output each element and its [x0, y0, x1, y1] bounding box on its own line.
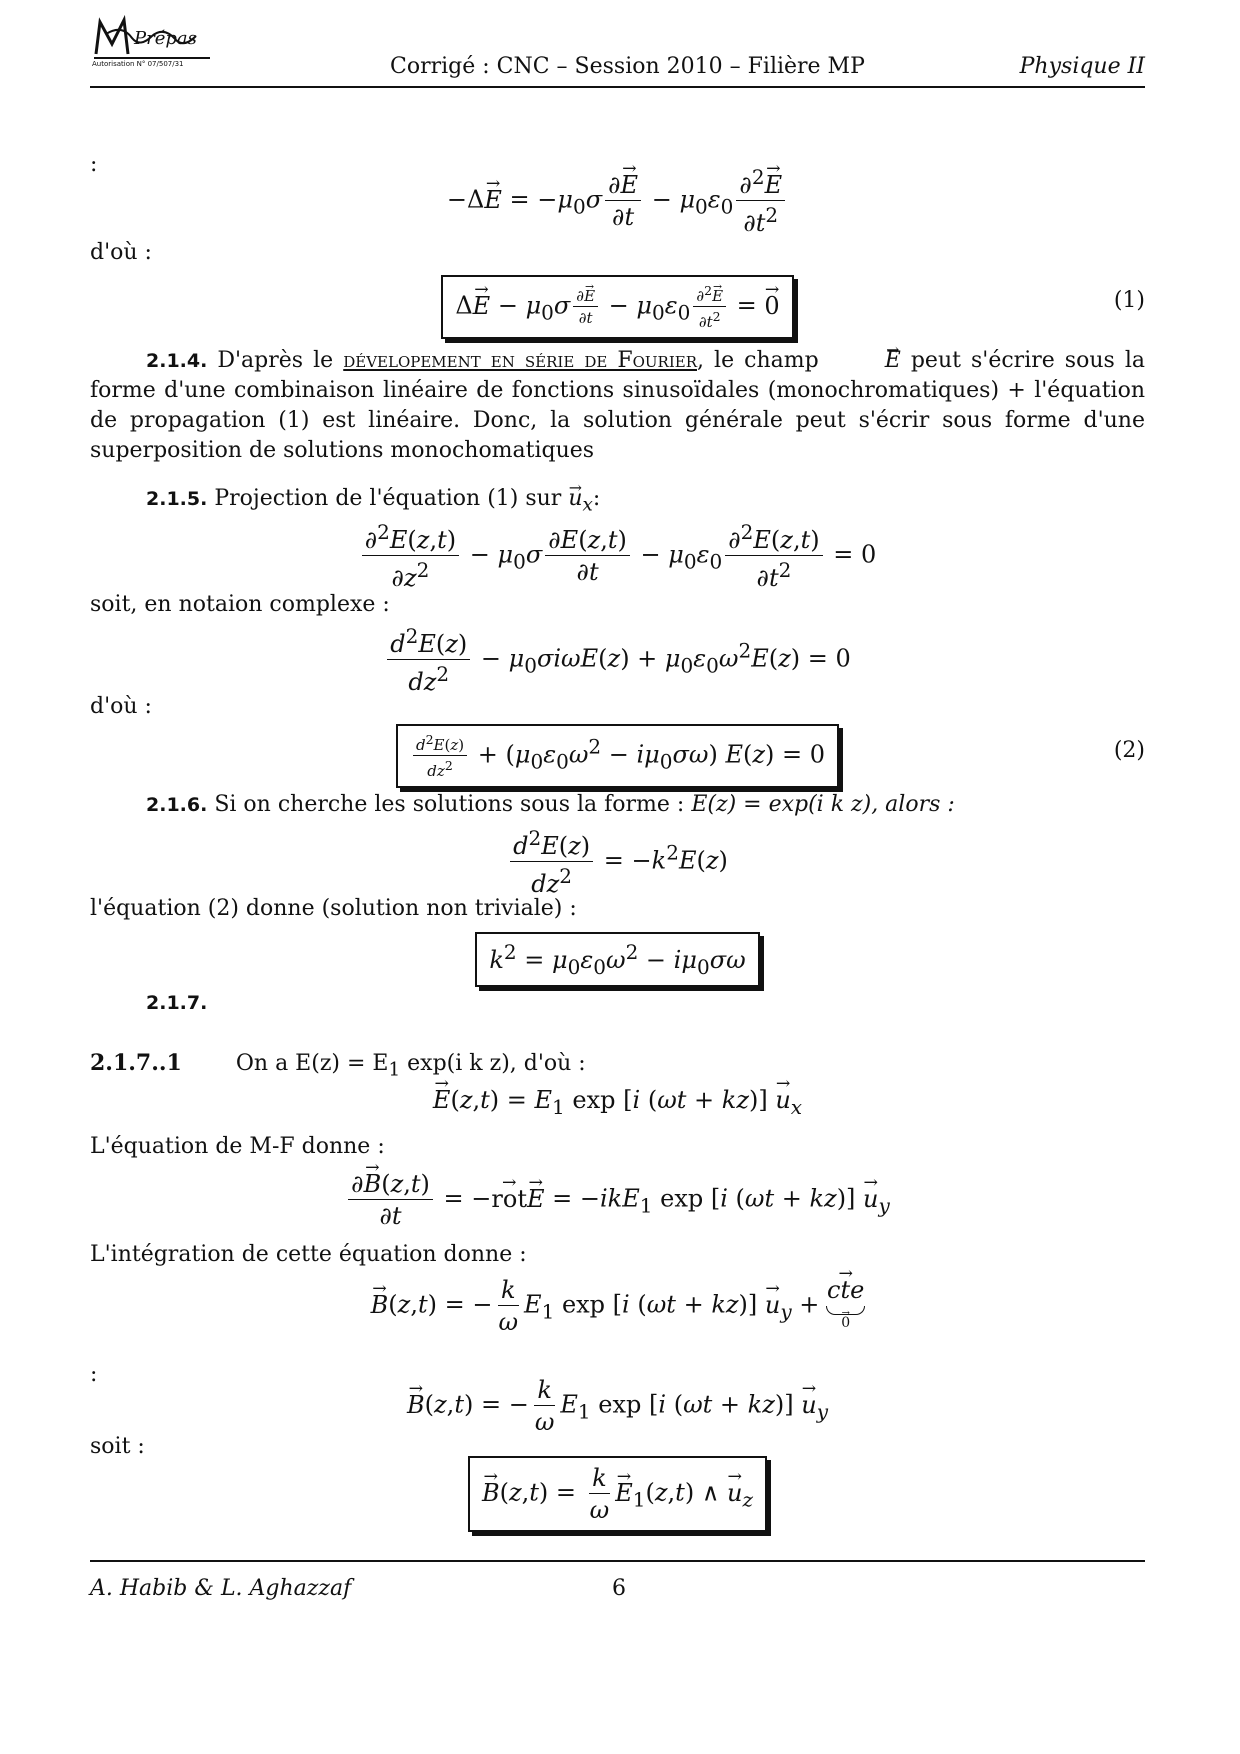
equation-B-integration: → B(z,t) = − $\frac{k}{\omega}$ $E_1$ exp [i $(\omega t + kz)] \to u_y$ + → cte → 0: [90, 1276, 1145, 1336]
section-2-1-4-post: , le champ: [697, 348, 819, 373]
header-logo: [92, 14, 212, 70]
section-2-1-7-1-text2: exp(i k z), d'où :: [407, 1051, 586, 1076]
equation-projection: $\frac{\partial^2E(z,t)}{\partial z^2}$ − $\mu_0\sigma$ $\frac{\partial E(z,t)}{\partial t}$ − $\mu_0\varepsilon_0$ $\frac{\partial^2E(z,t)}{\partial t^2}$ = 0: [90, 520, 1145, 592]
footer-page-number: 6: [612, 1576, 626, 1601]
equation-1-boxed: $\Delta\to E - \mu_0\sigma$ $\frac{\partial\to E}{\partial t}$ − $\mu_0\varepsilon_0$ $\frac{\partial^2\to E}{\partial t^2}$ = → 0: [90, 275, 1145, 339]
equation-second-derivative: $\frac{d^2E(z)}{dz^2}$ = $-k^2E(z)$: [90, 826, 1145, 898]
equation-laplacian: $-\Delta\to E = -\mu_0\sigma$ $\frac{\partial\to E}{\partial t}$ − $\mu_0\varepsilon_0$ $\frac{\partial^2\to E}{\partial t^2}$: [90, 165, 1145, 237]
section-2-1-4-pre: D'après le: [217, 348, 344, 373]
logo-subtext: Autorisation N° 07/507/31: [92, 60, 184, 68]
colon-2: :: [90, 1362, 98, 1387]
mf-text: L'équation de M-F donne :: [90, 1134, 385, 1159]
section-2-1-6-label: 2.1.6.: [146, 794, 208, 816]
section-2-1-7-1: 2.1.7..1 On a $E(z) = E_1$ exp(i k z), d'où :: [90, 1050, 586, 1081]
dou-1: d'où :: [90, 240, 152, 265]
header-title: Corrigé : CNC – Session 2010 – Filière MP: [390, 54, 865, 79]
footer-rule: [90, 1560, 1145, 1562]
colon-1: :: [90, 152, 98, 177]
equation-2-boxed: $\frac{d^2E(z)}{dz^2}$ + $(\mu_0\varepsilon_0\omega^2 - i\mu_0\sigma\omega) E(z) = 0$: [90, 724, 1145, 788]
dou-2: d'où :: [90, 694, 152, 719]
section-2-1-6-text: Si on cherche les solutions sous la forme :: [214, 792, 685, 817]
equation-2-gives: l'équation (2) donne (solution non triviale) :: [90, 896, 577, 921]
soit: soit :: [90, 1434, 145, 1459]
equation-maxwell-faraday: $\frac{\partial\to B(z,t)}{\partial t}$ = −→ rot→ E = −ikE$_1$ exp [i $(\omega t + kz)] \to u_y$: [90, 1170, 1145, 1230]
section-2-1-6: [146, 790, 955, 820]
equation-complex: $\frac{d^2E(z)}{dz^2}$ − $\mu_0\sigma i\omega E(z) + \mu_0\varepsilon_0\omega^2E(z) = 0$: [90, 624, 1145, 696]
fourier-link: dévelopement en série de Fourier: [343, 348, 697, 373]
equation-2-number: (2): [1113, 738, 1145, 763]
section-2-1-5: 2.1.5. Projection de l'équation (1) sur → $u_x$:: [146, 484, 600, 520]
svg-text:Prépas: Prépas: [134, 28, 197, 49]
section-2-1-5-label: 2.1.5.: [146, 488, 208, 510]
equation-B-field: → B(z,t) = − $\frac{k}{\omega}$ $E_1$ exp [i $(\omega t + kz)] \to u_y$: [90, 1376, 1145, 1436]
header-subject: Physique II: [1019, 54, 1145, 79]
equation-dispersion-boxed: $k^2 = \mu_0\varepsilon_0\omega^2 - i\mu_0\sigma\omega$: [90, 932, 1145, 987]
section-2-1-7-1-label: 2.1.7..1: [90, 1050, 182, 1076]
equation-E-field: → $E(z,t) = E_1$ exp [i $(\omega t + kz)] \to u_x$: [90, 1086, 1145, 1119]
footer-authors: A. Habib & L. Aghazzaf: [90, 1576, 352, 1601]
section-2-1-7-label: 2.1.7.: [146, 992, 208, 1014]
equation-B-cross-boxed: → B(z,t) = $\frac{k}{\omega}$ → $E_1(z,t)$ ∧ → $u_z$: [90, 1456, 1145, 1532]
section-2-1-4-body: peut s'écrire sous la forme d'une combinaison linéaire de fonctions sinusoïdales (monochromatiques) + l'équation de propagation (1) est linéaire. Donc, la solution générale peut s'écrir sous forme d'une superposition de solutions monochomatiques: [90, 348, 1145, 463]
integration-text: L'intégration de cette équation donne :: [90, 1242, 527, 1267]
soit-complexe: soit, en notaion complexe :: [90, 592, 390, 617]
section-2-1-4: 2.1.4. D'après le dévelopement en série de Fourier, le champ → E peut s'écrire sous la forme d'une combinaison linéaire de fonctions sinusoïdales (monochromatiques) + l'équation de propagation (1) est linéaire. Donc, la solution générale peut s'écrir sous forme d'une superposition de solutions monochomatiques: [90, 346, 1145, 466]
header-rule: [90, 86, 1145, 88]
section-2-1-4-label: 2.1.4.: [146, 350, 208, 372]
section-2-1-7-1-text: On a E(z) = E: [235, 1051, 389, 1076]
equation-1-number: (1): [1113, 288, 1145, 313]
section-2-1-5-text: Projection de l'équation (1) sur: [214, 486, 562, 511]
section-2-1-6-form: E(z) = exp(i k z), alors :: [691, 792, 955, 817]
